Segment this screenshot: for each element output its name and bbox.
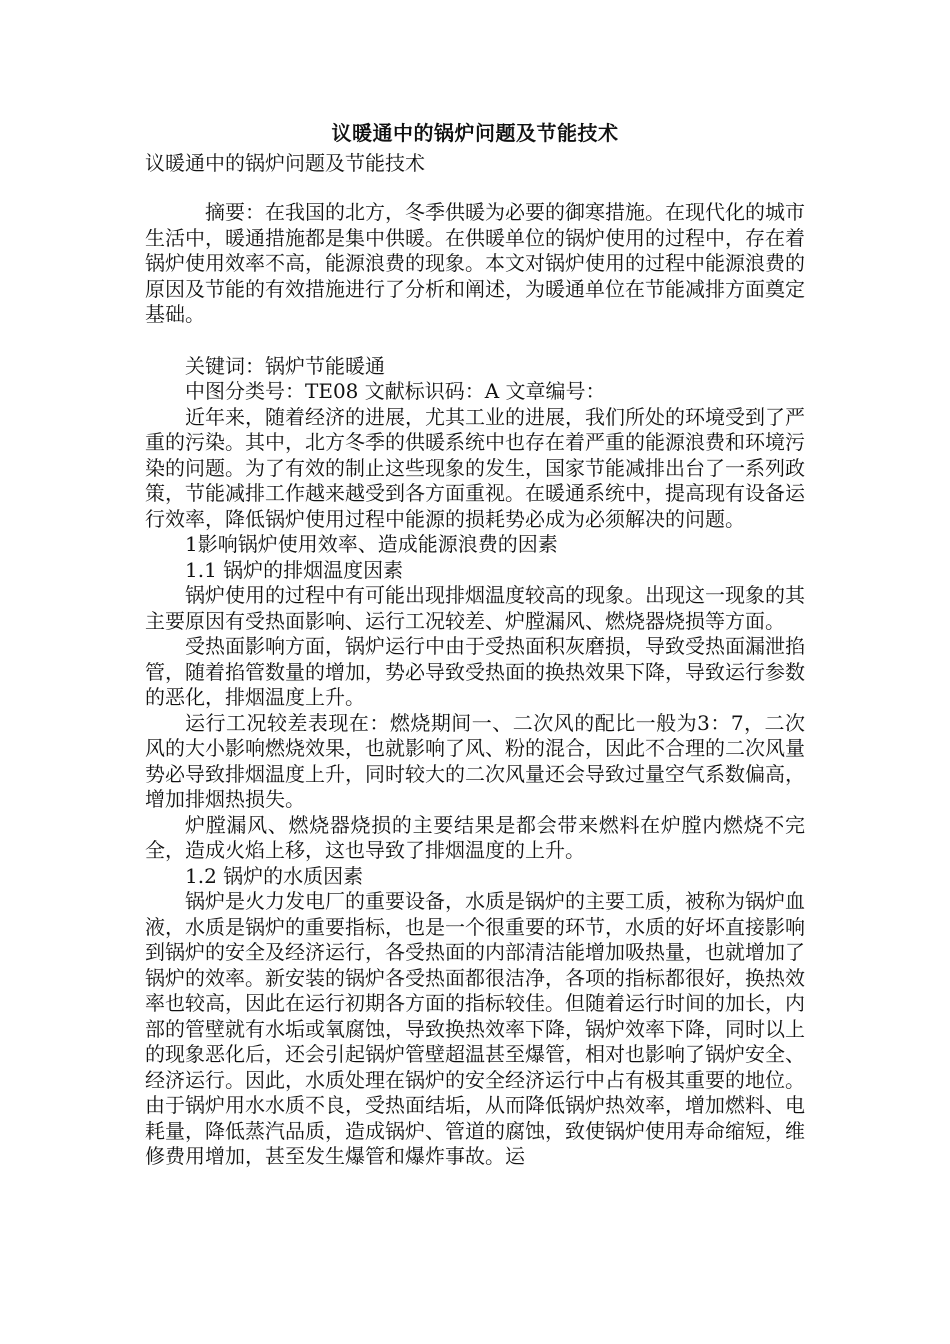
document-page [145,118,805,1170]
keywords-line: 关键词：锅炉节能暖通 [185,353,385,378]
section-1-2-heading: 1.2 锅炉的水质因素 [185,863,364,888]
section-1-1-paragraph-2: 受热面影响方面，锅炉运行中由于受热面积灰磨损，导致受热面漏泄掐管，随着掐管数量的增加，势必导致受热面的换热效果下降，导致运行参数的恶化，排烟温度上升。 [145,634,805,709]
document-subtitle: 议暖通中的锅炉问题及节能技术 [145,151,425,175]
intro-paragraph: 近年来，随着经济的进展，尤其工业的进展，我们所处的环境受到了严重的污染。其中，北方冬季的供暖系统中也存在着严重的能源浪费和环境污染的问题。为了有效的制止这些现象的发生，国家节能减排出台了一系列政策，节能减排工作越来越受到各方面重视。在暖通系统中，提高现有设备运行效率，降低锅炉使用过程中能源的损耗势必成为必须解决的问题。 [145,404,805,531]
classification-line: 中图分类号：TE08 文献标识码：A 文章编号： [185,379,606,403]
section-1-1-paragraph-4: 炉膛漏风、燃烧器烧损的主要结果是都会带来燃料在炉膛内燃烧不完全，造成火焰上移，这也导致了排烟温度的上升。 [145,812,805,862]
document-title: 议暖通中的锅炉问题及节能技术 [331,121,619,145]
section-1-1-paragraph-1: 锅炉使用的过程中有可能出现排烟温度较高的现象。出现这一现象的其主要原因有受热面影响、运行工况较差、炉膛漏风、燃烧器烧损等方面。 [145,583,805,633]
abstract-paragraph: 摘要：在我国的北方，冬季供暖为必要的御寒措施。在现代化的城市生活中，暖通措施都是集中供暖。在供暖单位的锅炉使用的过程中，存在着锅炉使用效率不高，能源浪费的现象。本文对锅炉使用的过程中能源浪费的原因及节能的有效措施进行了分析和阐述，为暖通单位在节能减排方面奠定基础。 [145,200,805,326]
section-1-1-heading: 1.1 锅炉的排烟温度因素 [185,557,404,582]
section-1-heading: 1影响锅炉使用效率、造成能源浪费的因素 [185,532,558,556]
section-1-2-paragraph-1: 锅炉是火力发电厂的重要设备，水质是锅炉的主要工质，被称为锅炉血液，水质是锅炉的重要指标，也是一个很重要的环节，水质的好坏直接影响到锅炉的安全及经济运行，各受热面的内部清洁能增加吸热量，也就增加了锅炉的效率。新安装的锅炉各受热面都很洁净，各项的指标都很好，换热效率也较高，因此在运行初期各方面的指标较佳。但随着运行时间的加长，内部的管壁就有水垢或氧腐蚀，导致换热效率下降，锅炉效率下降，同时以上的现象恶化后，还会引起锅炉管壁超温甚至爆管，相对也影响了锅炉安全、经济运行。因此，水质处理在锅炉的安全经济运行中占有极其重要的地位。由于锅炉用水水质不良，受热面结垢，从而降低锅炉热效率，增加燃料、电耗量，降低蒸汽品质，造成锅炉、管道的腐蚀，致使锅炉使用寿命缩短，维修费用增加，甚至发生爆管和爆炸事故。运 [145,889,805,1168]
section-1-1-paragraph-3: 运行工况较差表现在：燃烧期间一、二次风的配比一般为3：7，二次风的大小影响燃烧效果，也就影响了风、粉的混合，因此不合理的二次风量势必导致排烟温度上升，同时较大的二次风量还会导致过量空气系数偏高，增加排烟热损失。 [145,710,805,811]
